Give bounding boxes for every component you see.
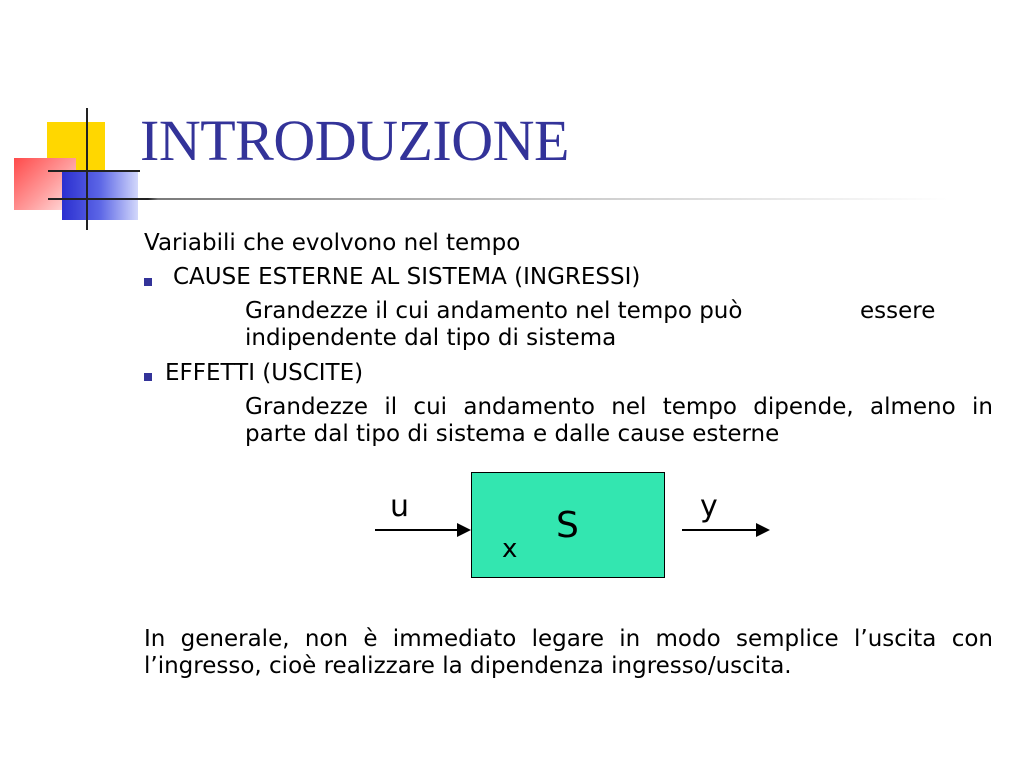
- input-label-u: u: [390, 489, 410, 524]
- system-label-s: S: [556, 505, 579, 546]
- output-arrow-icon: [756, 523, 770, 537]
- item-outputs-line2: parte dal tipo di sistema e dalle cause esterne: [245, 421, 780, 447]
- logo-blue-square: [62, 172, 138, 220]
- bullet-icon: [144, 278, 152, 286]
- item-inputs-line1-left: Grandezze il cui andamento nel tempo può: [245, 298, 743, 324]
- item-outputs-line1: Grandezze il cui andamento nel tempo dipende, almeno in: [245, 394, 993, 420]
- output-arrow-line: [682, 529, 758, 531]
- item-heading-outputs: EFFETTI (USCITE): [165, 360, 364, 386]
- conclusion-line1: In generale, non è immediato legare in modo semplice l’uscita con: [144, 626, 993, 652]
- logo-vertical-line: [86, 108, 88, 230]
- bullet-icon: [144, 373, 152, 381]
- item-inputs-line2: indipendente dal tipo di sistema: [245, 325, 617, 351]
- intro-text: Variabili che evolvono nel tempo: [144, 230, 521, 256]
- slide-title: INTRODUZIONE: [140, 108, 569, 173]
- item-heading-inputs: CAUSE ESTERNE AL SISTEMA (INGRESSI): [173, 264, 641, 290]
- item-inputs-line1-right: essere: [860, 298, 936, 324]
- input-arrow-line: [375, 529, 459, 531]
- conclusion-line2: l’ingresso, cioè realizzare la dipendenza ingresso/uscita.: [144, 653, 792, 679]
- output-label-y: y: [700, 489, 718, 524]
- state-label-x: x: [502, 534, 518, 564]
- logo-horizontal-line: [48, 170, 140, 172]
- title-underline-divider: [48, 198, 948, 200]
- input-arrow-icon: [457, 523, 471, 537]
